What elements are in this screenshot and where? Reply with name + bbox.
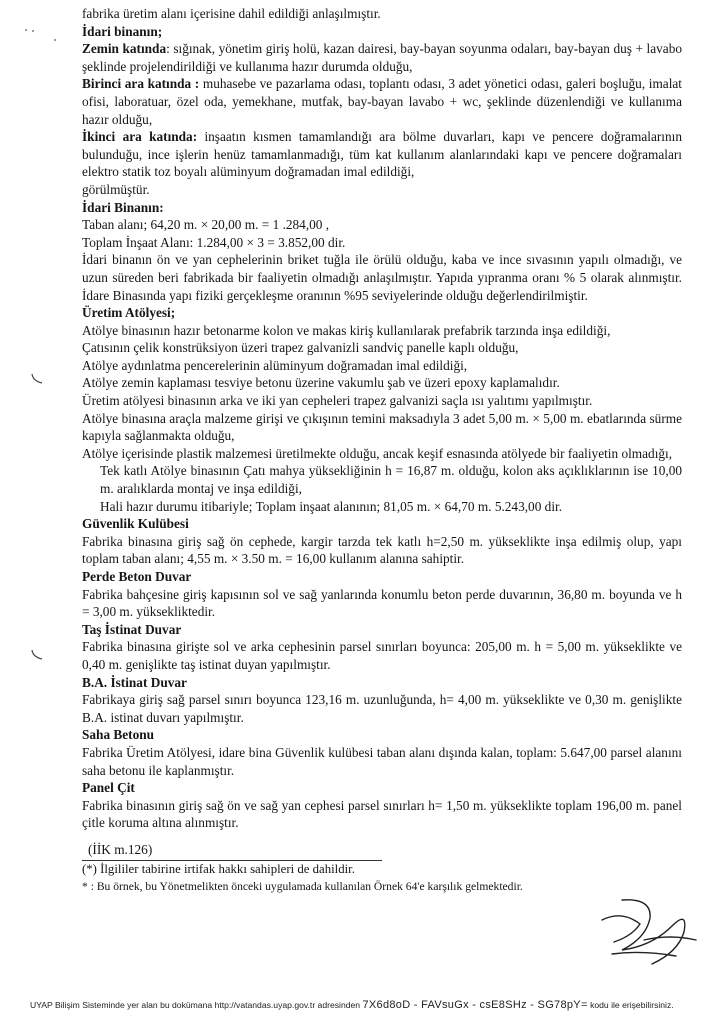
text-gorulmustur: görülmüştür. [82, 181, 150, 197]
paragraph-tas-istinat: Fabrika binasına girişte sol ve arka cephesinin parsel sınırları boyunca: 205,00 m. h = 5,00 m. yükseklikte ve 0,40 m. genişlikte taş istinat duyan yapılmıştır. [82, 639, 682, 672]
footer-suffix: kodu ile erişebilirsiniz. [590, 1000, 674, 1010]
footer-code: 7X6d8oD - FAVsuGx - csE8SHz - SG78pY= [362, 999, 588, 1011]
heading-uretim-atolyesi: Üretim Atölyesi; [82, 305, 176, 321]
paragraph-perde-beton: Fabrika bahçesine giriş kapısının sol ve sağ yanlarında konumlu beton perde duvarının, 36,80 m. boyunda ve h = 3,00 m. yüksekliktedir. [82, 586, 682, 620]
label-birinci-ara-kat: Birinci ara katında : [82, 76, 200, 92]
text-taban-alani: Taban alanı; 64,20 m. × 20,00 m. = 1 .284,00 , [82, 217, 330, 233]
list-item: Atölye binasının hazır betonarme kolon ve makas kiriş kullanılarak prefabrik tarzında inşa edildiği, [82, 322, 611, 338]
heading-perde-beton: Perde Beton Duvar [82, 569, 192, 584]
text-zemin-kat: : sığınak, yönetim giriş holü, kazan dairesi, bay-bayan soyunma odaları, bay-bayan duş + lavabo şeklinde projelendirildiği ve kullanıma hazır durumda olduğu, [82, 41, 682, 74]
paragraph-zemin-kat [82, 40, 682, 75]
intro-line: fabrika üretim alanı içerisine dahil edildiği anlaşılmıştır. [82, 6, 381, 21]
paragraph-ikinci-ara-kat [82, 128, 682, 181]
list-item: Üretim atölyesi binasının arka ve iki yan cepheleri trapez galvanizi saçla ısı yalıtımı yapılmıştır. [82, 393, 593, 409]
paragraph-hali-hazir: Hali hazır durumu itibariyle; Toplam inşaat alanının; 81,05 m. × 64,70 m. 5.243,00 dir. [100, 498, 563, 514]
reference-block [82, 841, 382, 861]
heading-idari-binanin: İdari binanın; [82, 23, 163, 39]
scan-mark-left-1 [30, 372, 46, 386]
uyap-footer [30, 999, 720, 1011]
paragraph-ba-istinat: Fabrikaya giriş sağ parsel sınırı boyunca 123,16 m. uzunluğunda, h= 4,00 m. yükseklikte ve 0,30 m. genişlikte B.A. istinat duvarı yapılmıştır. [82, 692, 682, 725]
heading-saha-betonu: Saha Betonu [82, 727, 155, 743]
paragraph-plastik: Atölye içerisinde plastik malzemesi üretilmekte olduğu, ancak keşif esnasında atölyede bir faaliyetin olmadığı, [82, 445, 673, 461]
footnote-ilgililer: (*) İlgililer tabirine irtifak hakkı sahipleri de dahildir. [82, 861, 355, 876]
paragraph-idari-desc: İdari binanın ön ve yan cephelerinin briket tuğla ile örülü olduğu, kaba ve ince sıvasının yapılı olmadığı, ve uzun süreden beri fabrikada bir faaliyetin olmadığı anlaşılmıştır. Yapıda yıpranma oranı % 5 olarak alınmıştır. İdare Binasında yapı fiziki gerçekleşme oranının %95 seviyelerinde olduğu değerlendirilmiştir. [82, 252, 682, 303]
document-body [82, 5, 682, 896]
heading-tas-istinat: Taş İstinat Duvar [82, 621, 182, 637]
scan-mark-left-2 [30, 648, 46, 662]
text-toplam-insaat: Toplam İnşaat Alanı: 1.284,00 × 3 = 3.852,00 dir. [82, 234, 346, 250]
list-item: Atölye zemin kaplaması tesviye betonu üzerine vakumlu şab ve üzeri epoxy kaplamalıdır. [82, 375, 560, 391]
heading-idari-binanin-alan: İdari Binanın: [82, 199, 164, 215]
reference-iik: (İİK m.126) [88, 841, 153, 857]
paragraph-tek-katli: Tek katlı Atölye binasının Çatı mahya yüksekliğinin h = 16,87 m. olduğu, kolon aks açıklıklarının ise 10,00 m. aralıklarda montaj ve inşa edildiği, [100, 463, 682, 497]
footnote-ornek: * : Bu örnek, bu Yönetmelikten önceki uygulamada kullanılan Örnek 64'e karşılık gelmektedir. [82, 880, 523, 894]
paragraph-saha-betonu: Fabrika Üretim Atölyesi, idare bina Güvenlik kulübesi taban alanı dışında kalan, toplam: 5.647,00 parsel alanını saha betonu ile kaplanmıştır. [82, 744, 682, 778]
signature-icon [592, 880, 712, 970]
scan-mark-top [20, 14, 60, 44]
paragraph-guvenlik: Fabrika binasına giriş sağ ön cephede, kargir tarzda tek katlı h=2,50 m. yükseklikte inşa edilmiş olup, yapı toplam taban alanı; 4,55 m. × 3.50 m. = 16,00 kullanım alanına sahiptir. [82, 533, 682, 567]
footer-prefix: UYAP Bilişim Sisteminde yer alan bu dokümana http://vatandas.uyap.gov.tr adresinden [30, 1000, 361, 1010]
text-ikinci-ara-kat: inşaatın kısmen tamamlandığı ara bölme duvarları, kapı ve pencere doğramalarının bulunduğu, ince işlerin henüz tamamlanmadığı, tüm kat kullanım alanlarındaki kapı ve pencere doğramaları elektro statik toz boyalı alüminyum doğramadan imal edildiği, [82, 129, 682, 180]
heading-guvenlik-kulubesi: Güvenlik Kulübesi [82, 516, 189, 532]
heading-ba-istinat: B.A. İstinat Duvar [82, 674, 187, 690]
paragraph-arac-giris: Atölye binasına araçla malzeme girişi ve çıkışının temini maksadıyla 3 adet 5,00 m. × 5,00 m. ebatlarında sürme kapıyla sağlanmakta olduğu, [82, 410, 682, 444]
heading-panel-cit: Panel Çit [82, 780, 135, 796]
list-item: Çatısının çelik konstrüksiyon üzeri trapez galvanizli sandviç panelle kaplı olduğu, [82, 340, 519, 356]
list-item: Atölye aydınlatma pencerelerinin alüminyum doğramadan imal edildiği, [82, 357, 468, 373]
paragraph-panel-cit: Fabrika binasının giriş sağ ön ve sağ yan cephesi parsel sınırları h= 1,50 m. yükseklikte toplam 196,00 m. panel çitle koruma altına alınmıştır. [82, 797, 682, 831]
text-birinci-ara-kat: muhasebe ve pazarlama odası, toplantı odası, 3 adet yönetici odası, galeri boşluğu, imalat ofisi, laboratuar, özel oda, yemekhane, mutfak, bay-bayan lavabo + wc, şeklinde düzenlendiği ve kullanıma hazır olduğu, [82, 76, 682, 127]
label-ikinci-ara-kat: İkinci ara katında: [82, 129, 198, 145]
paragraph-birinci-ara-kat [82, 75, 682, 128]
label-zemin-kat: Zemin katında [82, 41, 167, 57]
